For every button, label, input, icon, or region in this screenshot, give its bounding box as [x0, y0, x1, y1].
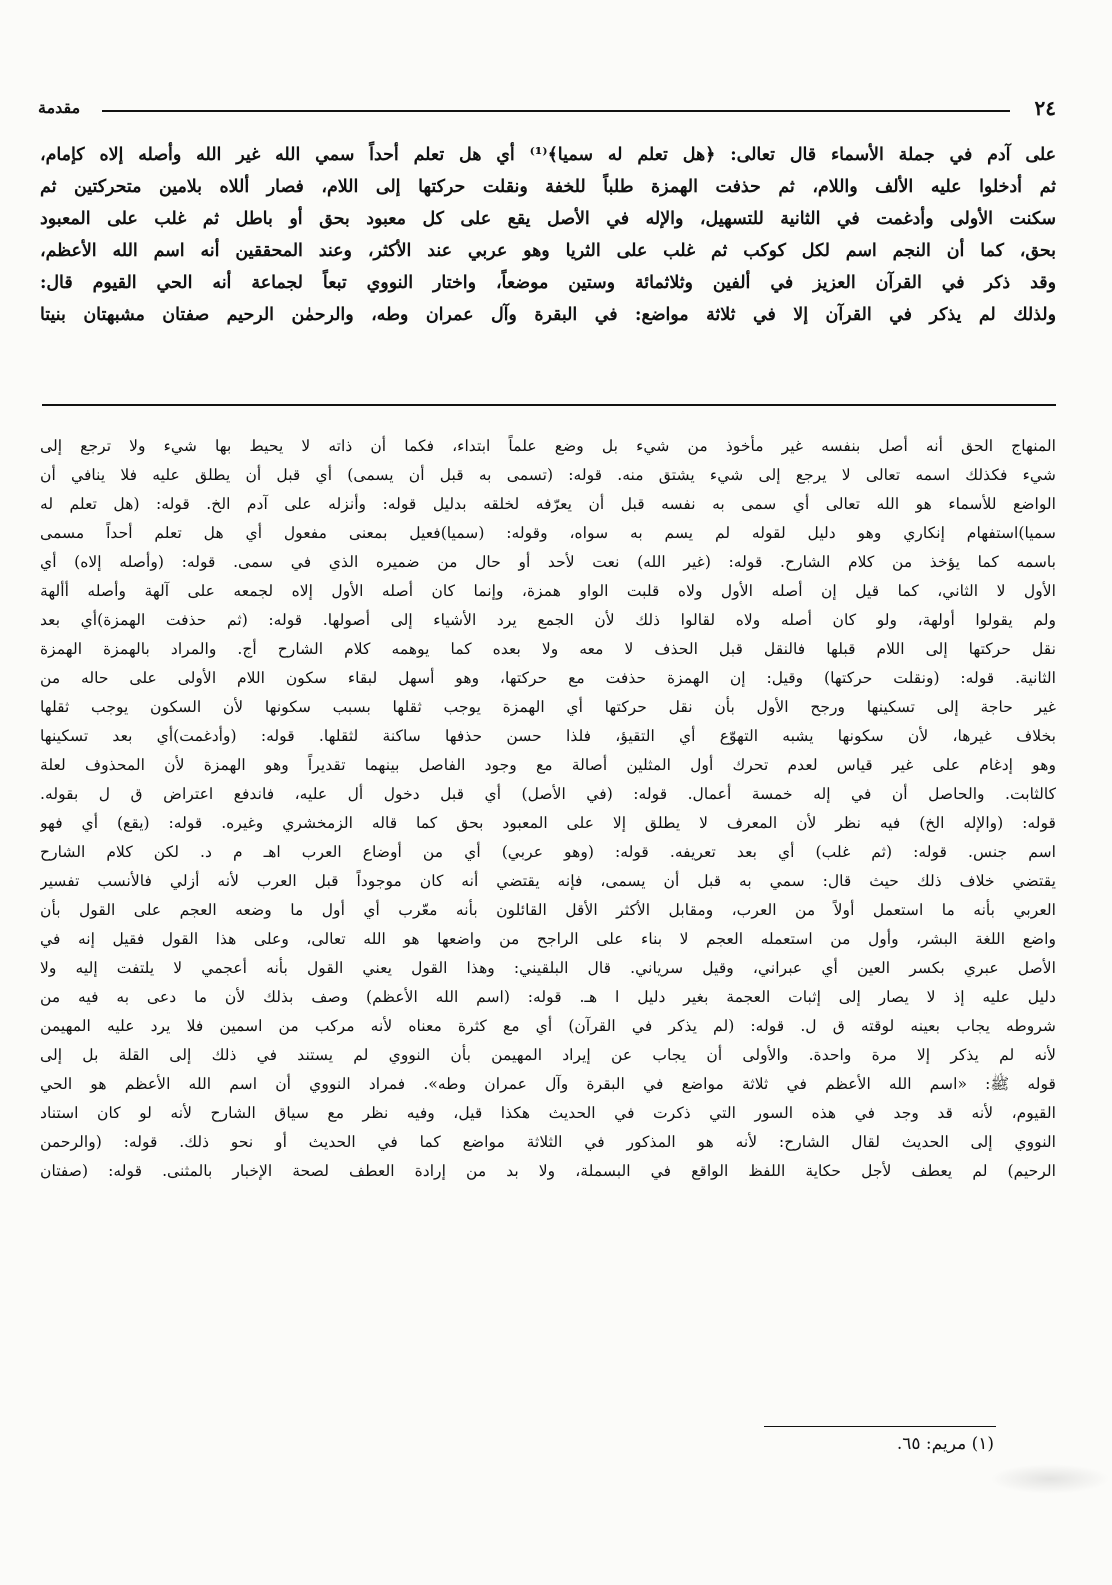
commentary-line: النووي إلى الحديث لقال الشارح: لأنه هو المذكور في الثلاثة مواضع كما في الحديث أو نحو ذلك. قوله: (والرحمن — [40, 1133, 1056, 1151]
commentary-line: وهو إدغام على غير قياس لعدم تحرك أول المثلين أصالة مع وجود الفاصل بينهما تقديراً وهو الهمزة لأن المحذوف لعلة — [40, 756, 1056, 774]
commentary-line: الواضع للأسماء هو الله تعالى أي سمى به نفسه قبل أن يعرّفه لخلقه بدليل قوله: وأنزله على آدم الخ. قوله: (هل تعلم له — [40, 495, 1056, 513]
commentary-line: واضع اللغة البشر، وأول من استعمله العجم لا بناء على الراجح من واضعها هو الله تعالى، وعلى هذا القول فقيل إنه في — [40, 930, 1056, 948]
commentary-line: الثانية. قوله: (ونقلت حركتها) وقيل: إن الهمزة حذفت مع حركتها، وهو أسهل لبقاء سكون اللام الأولى على حاله من — [40, 669, 1056, 687]
main-text-line: بحق، كما أن النجم اسم لكل كوكب ثم غلب على الثريا وهو عربي عند الأكثر، وعند المحققين أنه اسم الله الأعظم، — [40, 241, 1056, 261]
commentary-line: يقتضي خلاف ذلك حيث قال: سمي به قبل أن يسمى، فإنه يقتضي أنه كان موجوداً قبل العرب لأنه أزلي فالأنسب تفسير — [40, 872, 1056, 890]
commentary-text — [40, 432, 1056, 1186]
commentary-line: الأصل عبري بكسر العين أي عبراني، وقيل سرياني. قال البلقيني: وهذا القول يعني القول بأنه أعجمي لا يلتفت إليه ولا — [40, 959, 1056, 977]
header-rule — [102, 110, 1010, 112]
main-text-line: على آدم في جملة الأسماء قال تعالى: ﴿هل تعلم له سميا﴾⁽¹⁾ أي هل تعلم أحداً سمي الله غير الله وأصله إلاه كإمام، — [40, 145, 1056, 165]
commentary-line: باسمه كما يؤخذ من كلام الشارح. قوله: (غير الله) نعت لأحد أو حال من ضميره الذي في سمى. قوله: (وأصله إلاه) أي — [40, 553, 1056, 571]
commentary-line: لأنه لم يذكر إلا مرة واحدة. والأولى أن يجاب عن إيراد المهيمن بأن النووي لم يستند في ذلك إلى القلة بل إلى — [40, 1046, 1056, 1064]
scan-smudge — [990, 1464, 1110, 1494]
commentary-line: الأول لا الثاني، كما قيل إن أصله الأول ولاه قلبت الواو همزة، وإنما كان أصله الأول إلاه لجمعه على آلهة وأصله أألهة — [40, 582, 1056, 600]
main-text-line: ولذلك لم يذكر في القرآن إلا في ثلاثة مواضع: في البقرة وآل عمران وطه، والرحمٰن الرحيم صفتان مشبهتان بنيتا — [40, 305, 1056, 325]
page-header — [38, 94, 1056, 126]
commentary-line: ولم يقولوا أولهة، ولو كان أصله ولاه لقالوا ذلك لأن الجمع يرد الأشياء إلى أصولها. قوله: (ثم حذفت الهمزة)أي بعد — [40, 611, 1056, 629]
commentary-line: قوله ﷺ: «اسم الله الأعظم في ثلاثة مواضع في البقرة وآل عمران وطه». فمراد النووي أن اسم الله الأعظم هو الحي — [40, 1075, 1056, 1093]
main-text-line: ثم أدخلوا عليه الألف واللام، ثم حذفت الهمزة طلباً للخفة ونقلت حركتها إلى اللام، فصار أللاه بلامين متحركتين ثم — [40, 177, 1056, 197]
commentary-line: القيوم، لأنه قد وجد في هذه السور التي ذكرت في الحديث هكذا قيل، وفيه نظر مع سياق الشارح لأنه لو كان استناد — [40, 1104, 1056, 1122]
commentary-line: سميا)استفهام إنكاري وهو دليل لقوله لم يسم به سواه، وقوله: (سميا)فعيل بمعنى مفعول أي هل تعلم أحداً مسمى — [40, 524, 1056, 542]
main-text-line: سكنت الأولى وأدغمت في الثانية للتسهيل، والإله في الأصل يقع على كل معبود بحق أو باطل ثم غلب على المعبود — [40, 209, 1056, 229]
commentary-line: بخلاف غيرها، لأن سكونها يشبه التهوّع أي التقيؤ، فلذا حسن حذفها ساكنة لثقلها. قوله: (وأدغمت)أي بعد تسكينها — [40, 727, 1056, 745]
footnote: (١) مريم: ٦٥. — [896, 1434, 994, 1454]
commentary-line: المنهاج الحق أنه أصل بنفسه غير مأخوذ من شيء بل وضع علماً ابتداء، فكما أن ذاته لا يحيط بها شيء ولا ترجع إلى — [40, 437, 1056, 455]
commentary-line: شروطه يجاب بعينه لوقته ق ل. قوله: (لم يذكر في القرآن) أي مع كثرة معناه لأنه مركب من اسمين فلا يرد عليه المهيمن — [40, 1017, 1056, 1035]
commentary-line: كالثابت. والحاصل أن في إله خمسة أعمال. قوله: (في الأصل) أي قبل دخول أل عليه، فاندفع اعتراض ق ل بقوله. — [40, 785, 1056, 803]
section-divider — [42, 404, 1056, 406]
commentary-line: غير حاجة إلى تسكينها ورجح الأول بأن نقل حركتها أي الهمزة يوجب ثقلها بسبب سكونها لأن السكون يوجب ثقلها — [40, 698, 1056, 716]
main-text-line: وقد ذكر في القرآن العزيز في ألفين وثلاثمائة وستين موضعاً، واختار النووي تبعاً لجماعة أنه الحي القيوم قال: — [40, 273, 1056, 293]
commentary-line: العربي بأنه ما استعمل أولاً من العرب، ومقابل الأكثر الأقل القائلون بأنه معّرب أي أول ما وضعه العجم على القول بأن — [40, 901, 1056, 919]
footnote-rule — [764, 1426, 996, 1427]
commentary-line: شيء فكذلك اسمه تعالى لا يرجع إلى شيء يشتق منه. قوله: (تسمى به قبل أن يسمى) أي قبل أن يطلق عليه فلا ينافي أن — [40, 466, 1056, 484]
page-number: ٢٤ — [1034, 96, 1056, 120]
commentary-line: دليل عليه إذ لا يصار إلى إثبات العجمة بغير دليل ا هـ. قوله: (اسم الله الأعظم) وصف بذلك لأن ما دعى به فيه من — [40, 988, 1056, 1006]
commentary-line: الرحيم) لم يعطف لأجل حكاية اللفظ الواقع في البسملة، ولا بد من إرادة العطف لصحة الإخبار بالمثنى. قوله: (صفتان — [40, 1162, 1056, 1180]
commentary-line: قوله: (والإله الخ) فيه نظر لأن المعرف لا يطلق إلا على المعبود بحق كما قاله الزمخشري وغيره. قوله: (يقع) أي فهو — [40, 814, 1056, 832]
section-title: مقدمة — [38, 98, 81, 117]
commentary-line: نقل حركتها إلى اللام قبلها فالنقل قبل الحذف لا معه ولا بعده كما يوهمه كلام الشارح أج. والمراد بالهمزة الهمزة — [40, 640, 1056, 658]
commentary-line: اسم جنس. قوله: (ثم غلب) أي بعد تعريفه. قوله: (وهو عربي) أي من أوضاع العرب اهـ م د. لكن كلام الشارح — [40, 843, 1056, 861]
main-text — [40, 139, 1056, 331]
